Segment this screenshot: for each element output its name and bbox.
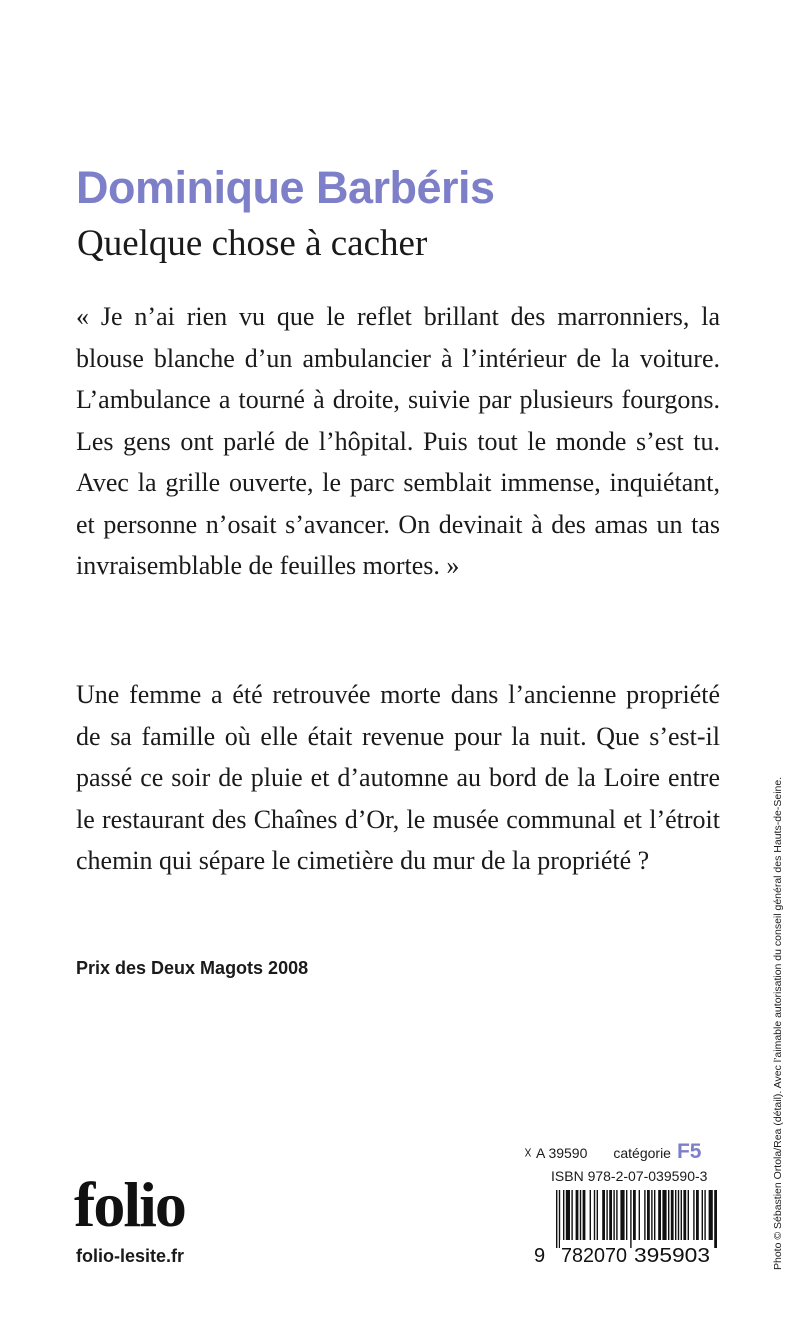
edition-code: A 39590 — [535, 1145, 588, 1161]
prize-label: Prix des Deux Magots 2008 — [76, 958, 309, 978]
category-label: catégorie — [613, 1145, 671, 1161]
barcode-digit-prefix: 9 — [534, 1245, 546, 1267]
photo-credit: Photo © Sébastien Ortola/Rea (détail). Avec l’aimable autorisation du conseil général des Hauts-de-Seine. — [772, 776, 784, 1270]
edition-mark-icon: ☓ — [524, 1145, 532, 1162]
barcode-digits-right: 395903 — [634, 1245, 710, 1267]
barcode-bars — [556, 1190, 717, 1248]
barcode-digits-left: 782070 — [561, 1245, 627, 1267]
author-name: Dominique Barbéris — [76, 162, 495, 213]
folio-logo: folio — [74, 1169, 185, 1240]
barcode — [532, 1190, 722, 1268]
book-title: Quelque chose à cacher — [77, 223, 428, 264]
quote-excerpt: « Je n’ai rien vu que le reflet brillant des marronniers, la blouse blanche d’un ambulancier à l’intérieur de la voiture. L’ambulance a tourné à droite, suivie par plusieurs fourgons. Les gens ont parlé de l’hôpital. Puis tout le monde s’est tu. Avec la grille ouverte, le parc semblait immense, inquiétant, et personne n’osait s’avancer. On devinait à des amas un tas invraisemblable de feuilles mortes. » — [76, 302, 720, 580]
isbn: ISBN 978-2-07-039590-3 — [551, 1168, 708, 1184]
publisher-site: folio-lesite.fr — [76, 1246, 185, 1266]
book-summary: Une femme a été retrouvée morte dans l’ancienne propriété de sa famille où elle était revenue pour la nuit. Que s’est-il passé ce soir de pluie et d’automne au bord de la Loire entre le restaurant des Chaînes d’Or, le musée communal et l’étroit chemin qui sépare le cimetière du mur de la propriété ? — [76, 680, 720, 875]
category-value: F5 — [676, 1140, 702, 1163]
edition-code-line — [524, 1140, 701, 1164]
